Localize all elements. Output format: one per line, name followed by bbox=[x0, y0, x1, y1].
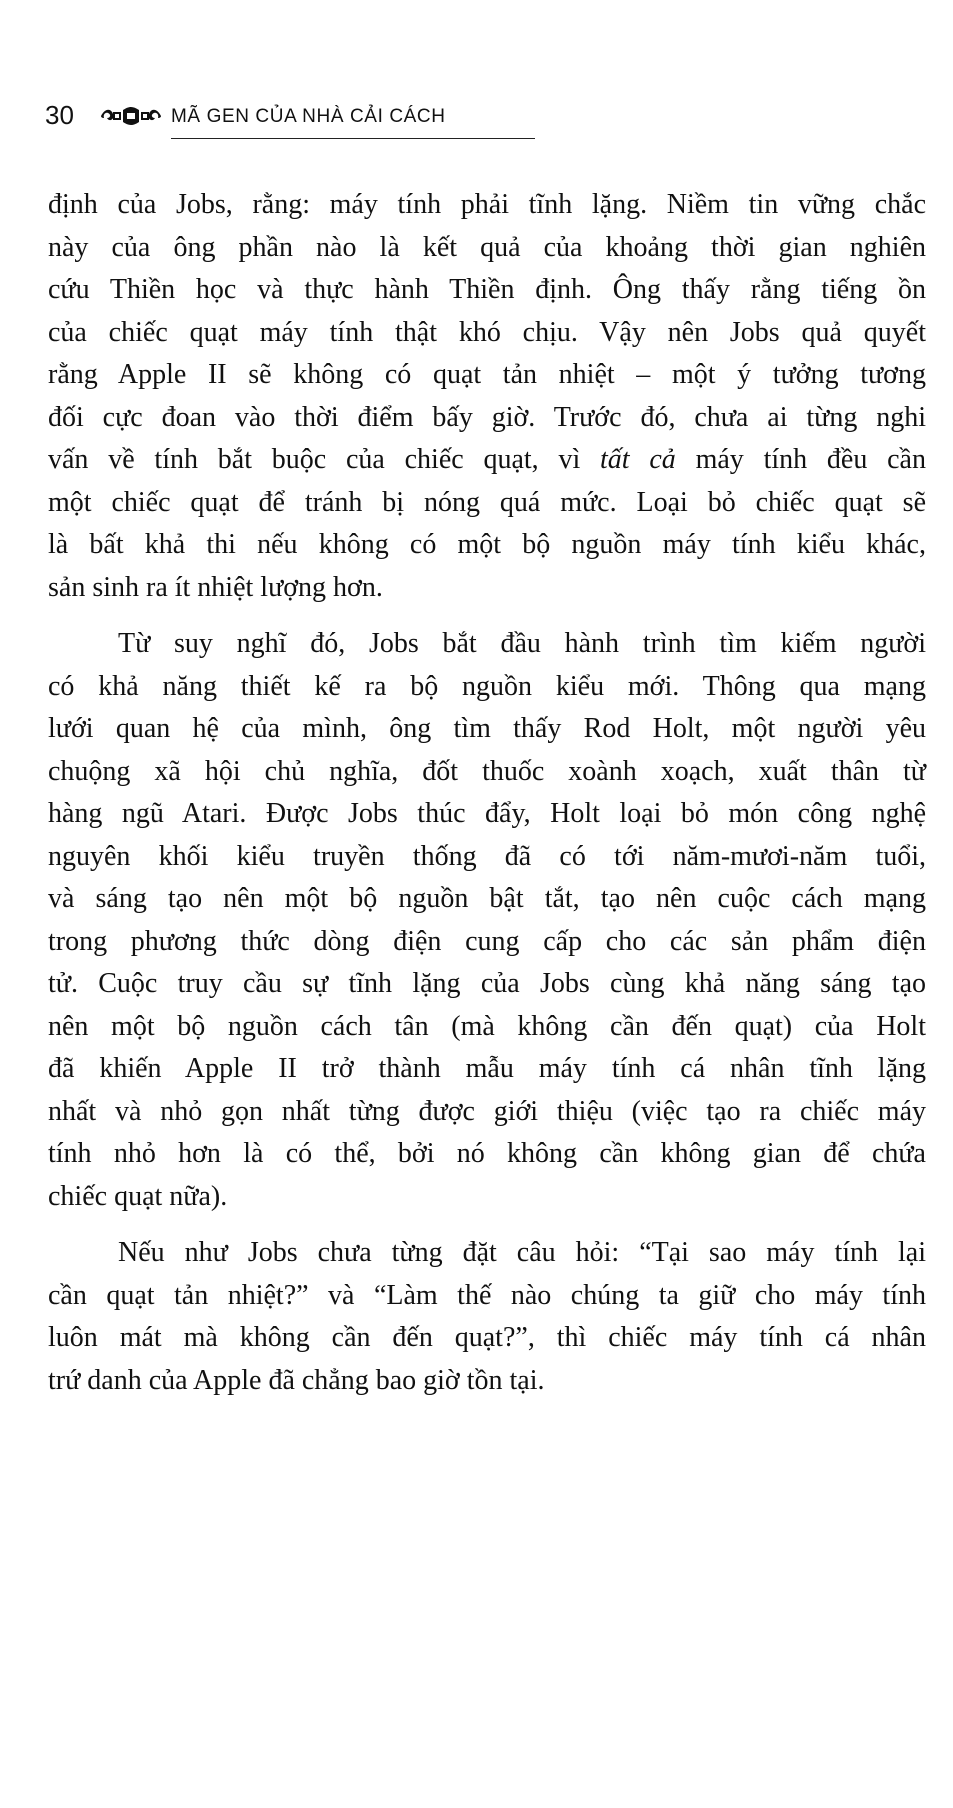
text-line: Nếu như Jobs chưa từng đặt câu hỏi: “Tại sao máy tính lại bbox=[118, 1237, 926, 1268]
text-line: định của Jobs, rằng: máy tính phải tĩnh lặng. Niềm tin vững chắc bbox=[48, 189, 926, 220]
text-line: lưới quan hệ của mình, ông tìm thấy Rod Holt, một người yêu bbox=[48, 713, 926, 744]
text-line-with-emphasis bbox=[48, 439, 926, 482]
text-line: chiếc quạt nữa). bbox=[48, 1180, 228, 1212]
text-line: rằng Apple II sẽ không có quạt tản nhiệt – một ý tưởng tương bbox=[48, 359, 926, 390]
text-line: tính nhỏ hơn là có thể, bởi nó không cần không gian để chứa bbox=[48, 1138, 926, 1169]
text-segment: máy tính đều cần bbox=[675, 444, 926, 475]
text-line: một chiếc quạt để tránh bị nóng quá mức. Loại bỏ chiếc quạt sẽ bbox=[48, 486, 926, 518]
text-segment: vấn về tính bắt buộc của chiếc quạt, vì bbox=[48, 444, 601, 475]
text-line: và sáng tạo nên một bộ nguồn bật tắt, tạo nên cuộc cách mạng bbox=[48, 883, 926, 914]
text-line: đã khiến Apple II trở thành mẫu máy tính cá nhân tĩnh lặng bbox=[48, 1053, 926, 1084]
text-line: chuộng xã hội chủ nghĩa, đốt thuốc xoành xoạch, xuất thân từ bbox=[48, 755, 926, 787]
paragraph-3 bbox=[48, 1232, 926, 1402]
text-line: nguyên khối kiểu truyền thống đã có tới năm-mươi-năm tuổi, bbox=[48, 840, 926, 872]
page-number: 30 bbox=[45, 100, 74, 130]
text-line: cứu Thiền học và thực hành Thiền định. Ông thấy rằng tiếng ồn bbox=[48, 274, 926, 305]
text-line: là bất khả thi nếu không có một bộ nguồn máy tính kiểu khác, bbox=[48, 529, 926, 560]
text-line: nhất và nhỏ gọn nhất từng được giới thiệu (việc tạo ra chiếc máy bbox=[48, 1095, 926, 1127]
text-line: trong phương thức dòng điện cung cấp cho các sản phẩm điện bbox=[48, 925, 926, 957]
emphasis-text: tất cả bbox=[600, 444, 676, 475]
text-line: sản sinh ra ít nhiệt lượng hơn. bbox=[48, 571, 383, 603]
text-line: có khả năng thiết kế ra bộ nguồn kiểu mới. Thông qua mạng bbox=[48, 670, 926, 702]
text-line: hàng ngũ Atari. Được Jobs thúc đẩy, Holt loại bỏ món công nghệ bbox=[48, 798, 926, 829]
decorative-ornament-icon bbox=[99, 106, 163, 126]
running-title: MÃ GEN CỦA NHÀ CẢI CÁCH bbox=[171, 106, 446, 127]
paragraph-2 bbox=[48, 623, 926, 1218]
body-text bbox=[48, 184, 926, 1402]
text-line: cần quạt tản nhiệt?” và “Làm thế nào chúng ta giữ cho máy tính bbox=[48, 1279, 926, 1311]
header-rule bbox=[171, 138, 535, 139]
text-line: của chiếc quạt máy tính thật khó chịu. Vậy nên Jobs quả quyết bbox=[48, 316, 926, 348]
text-line: Từ suy nghĩ đó, Jobs bắt đầu hành trình tìm kiếm người bbox=[118, 628, 926, 659]
text-line: nên một bộ nguồn cách tân (mà không cần đến quạt) của Holt bbox=[48, 1010, 926, 1042]
text-line: này của ông phần nào là kết quả của khoảng thời gian nghiên bbox=[48, 231, 926, 263]
paragraph-1 bbox=[48, 184, 926, 609]
page-header bbox=[45, 96, 505, 144]
text-line: trứ danh của Apple đã chẳng bao giờ tồn tại. bbox=[48, 1364, 545, 1396]
text-line: tử. Cuộc truy cầu sự tĩnh lặng của Jobs cùng khả năng sáng tạo bbox=[48, 968, 926, 999]
text-line: đối cực đoan vào thời điểm bấy giờ. Trước đó, chưa ai từng nghi bbox=[48, 401, 926, 433]
text-line: luôn mát mà không cần đến quạt?”, thì chiếc máy tính cá nhân bbox=[48, 1322, 926, 1353]
